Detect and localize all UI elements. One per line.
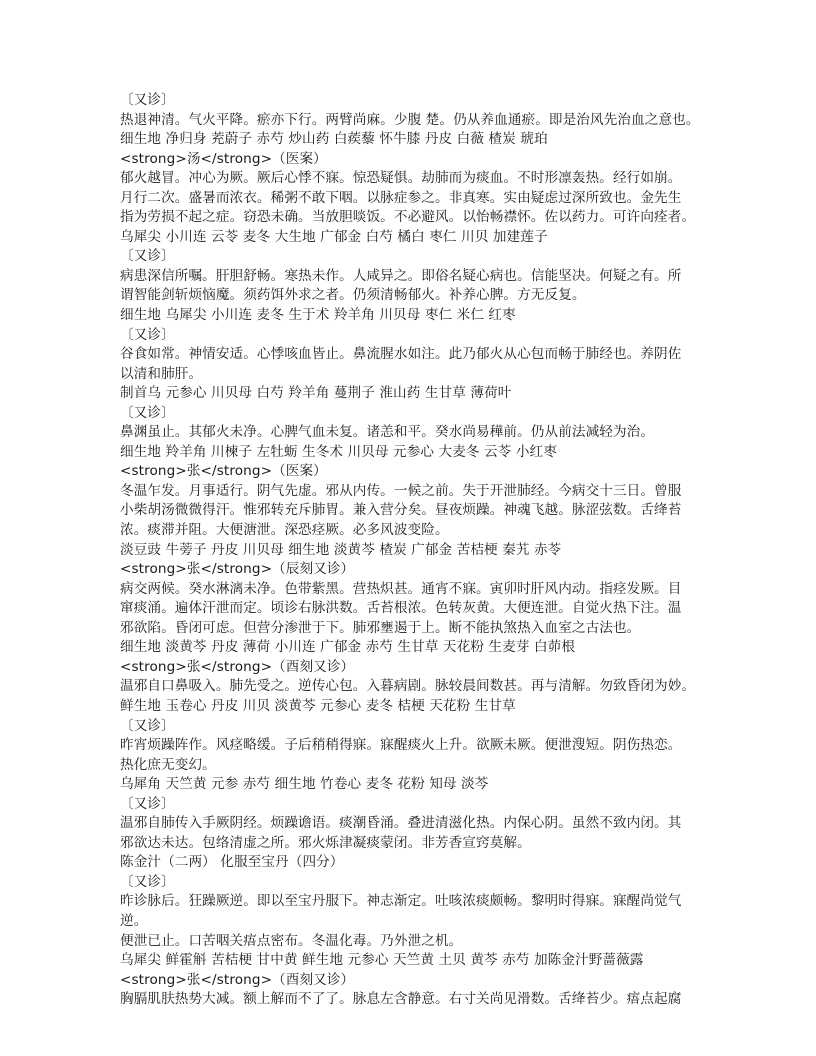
case-text: 指为劳损不起之症。窃恐未确。当放胆啖饭。不必避风。以怡畅襟怀。佐以药力。可许向痊者。 bbox=[120, 209, 696, 226]
prescription-herbs: 陈金汁（二两） 化服至宝丹（四分） bbox=[120, 854, 344, 871]
case-text: 邪欲达未达。包络清虚之所。邪火烁津凝痰蒙闭。非芳香宣窍莫解。 bbox=[120, 834, 531, 851]
case-text: 邪欲陷。昏闭可虑。但营分渗泄于下。肺邪壅遏于上。断不能执煞热入血室之古法也。 bbox=[120, 619, 641, 636]
case-text: 逆。 bbox=[120, 912, 148, 929]
case-text: 谷食如常。神情安适。心悸咳血皆止。鼻流腥水如注。此乃郁火从心包而畅于肺经也。养阴佐 bbox=[120, 346, 682, 363]
prescription-herbs: 乌犀角 天竺黄 元参 赤芍 细生地 竹卷心 麦冬 花粉 知母 淡芩 bbox=[120, 776, 489, 793]
case-text: 病患深信所嘱。肝胆舒畅。寒热未作。人咸异之。即俗名疑心病也。信能坚决。何疑之有。所 bbox=[120, 267, 682, 284]
followup-heading: 〔又诊〕 bbox=[120, 326, 175, 343]
case-text: 昨诊脉后。狂躁厥逆。即以至宝丹服下。神志渐定。吐咳浓痰颇畅。黎明时得寐。寐醒尚觉气 bbox=[120, 893, 682, 910]
case-text: 热化庶无变幻。 bbox=[120, 756, 216, 773]
case-text: 冬温乍发。月事适行。阴气先虚。邪从内传。一候之前。失于开泄肺经。今病交十三日。曾服 bbox=[120, 482, 682, 499]
case-text: 温邪自肺传入手厥阴经。烦躁谵语。痰潮昏涌。叠进清滋化热。内保心阴。虽然不致内闭。其 bbox=[120, 815, 682, 832]
case-text: 热退神清。气火平降。瘀亦下行。两臂尚麻。少腹 楚。仍从养血通瘀。即是治风先治血之意也。 bbox=[120, 111, 700, 128]
prescription-herbs: 乌犀尖 小川连 云苓 麦冬 大生地 广郁金 白芍 橘白 枣仁 川贝 加建莲子 bbox=[120, 228, 548, 245]
followup-heading: 〔又诊〕 bbox=[120, 92, 175, 108]
followup-heading: 〔又诊〕 bbox=[120, 873, 175, 890]
document-page bbox=[120, 91, 706, 1010]
case-text: 小柴胡汤微微得汗。惟邪转充斥肺胃。兼入营分矣。昼夜烦躁。神魂飞越。脉涩弦数。舌绛苔 bbox=[120, 502, 682, 519]
case-text: 月行二次。盛暑而浓衣。稀粥不敢下咽。以脉症参之。非真寒。实由疑虑过深所致也。金先生 bbox=[120, 189, 682, 206]
prescription-herbs: 淡豆豉 牛蒡子 丹皮 川贝母 细生地 淡黄芩 楂炭 广郁金 苦桔梗 秦艽 赤苓 bbox=[120, 541, 562, 558]
case-text: 郁火越冒。冲心为厥。厥后心悸不寐。惊恐疑惧。劫肺而为痰血。不时形凛轰热。经行如崩。 bbox=[120, 170, 682, 187]
case-heading: <strong>张</strong>（医案） bbox=[120, 463, 327, 480]
case-text: 昨宵烦躁阵作。风痉略缓。子后稍稍得寐。寐醒痰火上升。欲厥未厥。便泄溲短。阴伤热恋。 bbox=[120, 737, 682, 754]
case-heading: <strong>张</strong>（酉刻又诊） bbox=[120, 971, 355, 988]
followup-heading: 〔又诊〕 bbox=[120, 404, 175, 421]
prescription-herbs: 制首乌 元参心 川贝母 白芍 羚羊角 蔓荆子 淮山药 生甘草 薄荷叶 bbox=[120, 385, 512, 402]
case-text: 鼻渊虽止。其郁火未净。心脾气血未复。诸恙和平。癸水尚易䅿前。仍从前法减轻为治。 bbox=[120, 424, 655, 441]
prescription-herbs: 细生地 淡黄芩 丹皮 薄荷 小川连 广郁金 赤芍 生甘草 天花粉 生麦芽 白茆根 bbox=[120, 639, 576, 656]
prescription-herbs: 细生地 羚羊角 川楝子 左牡蛎 生冬术 川贝母 元参心 大麦冬 云苓 小红枣 bbox=[120, 443, 557, 460]
case-text: 温邪自口鼻吸入。肺先受之。逆传心包。入暮病剧。脉较晨间数甚。再与清解。勿致昏闭为妙。 bbox=[120, 678, 696, 695]
case-heading: <strong>汤</strong>（医案） bbox=[120, 150, 327, 167]
case-text: 以清和肺肝。 bbox=[120, 365, 203, 382]
case-text: 病交两候。癸水淋漓未净。色带紫黑。营热炽甚。通宵不寐。寅卯时肝风内动。指痉发厥。目 bbox=[120, 580, 682, 597]
case-heading: <strong>张</strong>（辰刻又诊） bbox=[120, 561, 355, 578]
prescription-herbs: 乌犀尖 鲜霍斛 苦桔梗 甘中黄 鲜生地 元参心 天竺黄 土贝 黄芩 赤芍 加陈金汁野蔷薇露 bbox=[120, 952, 644, 969]
case-text: 胸膈肌肤热势大减。额上解而不了了。脉息左含静意。右寸关尚见滑数。舌绛苔少。痦点起腐 bbox=[120, 991, 682, 1008]
prescription-herbs: 细生地 净归身 茺蔚子 赤芍 炒山药 白蒺藜 怀牛膝 丹皮 白薇 楂炭 琥珀 bbox=[120, 131, 548, 148]
case-text: 窜痰涌。遍体汗泄而定。顷诊右脉洪数。舌苔根浓。色转灰黄。大便连泄。自觉火热下注。温 bbox=[120, 600, 682, 617]
case-text: 浓。痰滞并阻。大便溏泄。深恐痉厥。必多风波变险。 bbox=[120, 522, 449, 539]
followup-heading: 〔又诊〕 bbox=[120, 717, 175, 734]
followup-heading: 〔又诊〕 bbox=[120, 795, 175, 812]
prescription-herbs: 细生地 乌犀尖 小川连 麦冬 生于术 羚羊角 川贝母 枣仁 米仁 红枣 bbox=[120, 307, 516, 324]
prescription-herbs: 鲜生地 玉卷心 丹皮 川贝 淡黄芩 元参心 麦冬 桔梗 天花粉 生甘草 bbox=[120, 697, 516, 714]
case-heading: <strong>张</strong>（酉刻又诊） bbox=[120, 658, 355, 675]
case-text: 便泄已止。口苦咽关痦点密布。冬温化毒。乃外泄之机。 bbox=[120, 932, 463, 949]
case-text: 谓智能剑斩烦恼魔。须药饵外求之者。仍须清畅郁火。补养心脾。方无反复。 bbox=[120, 287, 586, 304]
followup-heading: 〔又诊〕 bbox=[120, 248, 175, 265]
